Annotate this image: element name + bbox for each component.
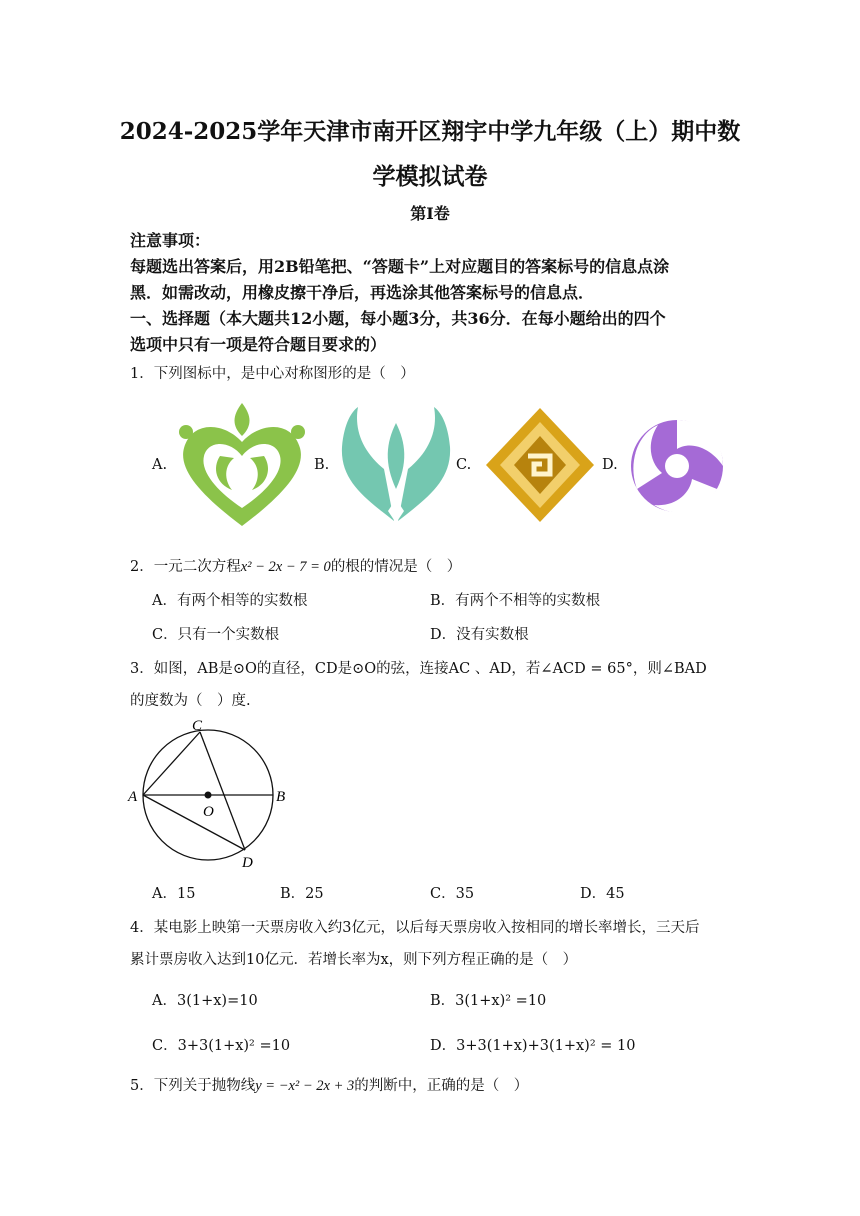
point-d-label: D [242,855,253,871]
gold-diamond-emblem-icon [484,406,596,524]
point-c-label: C [192,718,203,734]
q2-option-b: B．有两个不相等的实数根 [430,593,601,609]
section-line-1: 一、选择题（本大题共12小题，每小题3分，共36分．在每小题给出的四个 [130,309,666,328]
teal-wing-emblem-icon [336,403,456,525]
q2-option-c: C．只有一个实数根 [152,627,280,643]
q5-equation: y = −x² − 2x + 3 [255,1078,355,1094]
circle-figure [122,714,302,874]
q4-line-2: 累计票房收入达到10亿元．若增长率为x，则下列方程正确的是（ ） [130,952,578,968]
q3-option-c: C．35 [430,886,475,902]
title-line-2: 学模拟试卷 [372,163,488,190]
volume-label: 第Ⅰ卷 [410,204,450,223]
q1-option-b-label: B. [314,457,330,473]
section-line-2: 选项中只有一项是符合题目要求的） [130,335,387,354]
q4-option-a: A．3(1+x)=10 [152,993,258,1009]
q3-option-d: D．45 [580,886,625,902]
q1-stem: 1．下列图标中，是中心对称图形的是（ ） [130,366,415,382]
q1-option-a-label: A. [152,457,168,473]
q2-equation: x² − 2x − 7 = 0 [240,559,331,575]
notice-line-2: 黑．如需改动，用橡皮擦干净后，再选涂其他答案标号的信息点． [130,283,595,302]
purple-swirl-emblem-icon [624,413,730,519]
green-heart-emblem-icon [172,400,312,530]
q3-line-2: 的度数为（ ）度. [130,693,251,709]
title-line-1: 2024-2025学年天津市南开区翔宇中学九年级（上）期中数 [119,118,741,145]
q2-option-a: A．有两个相等的实数根 [152,593,308,609]
q2-stem: 2．一元二次方程x² − 2x − 7 = 0的根的情况是（ ） [130,559,462,575]
q3-line-1: 3．如图，AB是⊙O的直径，CD是⊙O的弦，连接AC 、AD，若∠ACD = 65°，则∠BAD [130,661,707,677]
q4-option-c: C．3+3(1+x)² =10 [152,1038,291,1054]
point-b-label: B [276,789,286,805]
q4-line-1: 4．某电影上映第一天票房收入约3亿元，以后每天票房收入按相同的增长率增长，三天后 [130,920,700,936]
q3-option-a: A．15 [152,886,196,902]
q5-stem: 5．下列关于抛物线y = −x² − 2x + 3的判断中，正确的是（ ） [130,1078,529,1094]
q3-option-b: B．25 [280,886,324,902]
q1-option-c-label: C. [456,457,472,473]
q2-option-d: D．没有实数根 [430,627,529,643]
point-a-label: A [128,789,138,805]
notice-line-1: 每题选出答案后，用2B铅笔把、“答题卡”上对应题目的答案标号的信息点涂 [130,257,670,276]
q4-option-d: D．3+3(1+x)+3(1+x)² = 10 [430,1038,636,1054]
point-o-label: O [203,804,214,820]
q1-option-d-label: D. [602,457,618,473]
q4-option-b: B．3(1+x)² =10 [430,993,547,1009]
notice-heading: 注意事项： [130,231,211,250]
